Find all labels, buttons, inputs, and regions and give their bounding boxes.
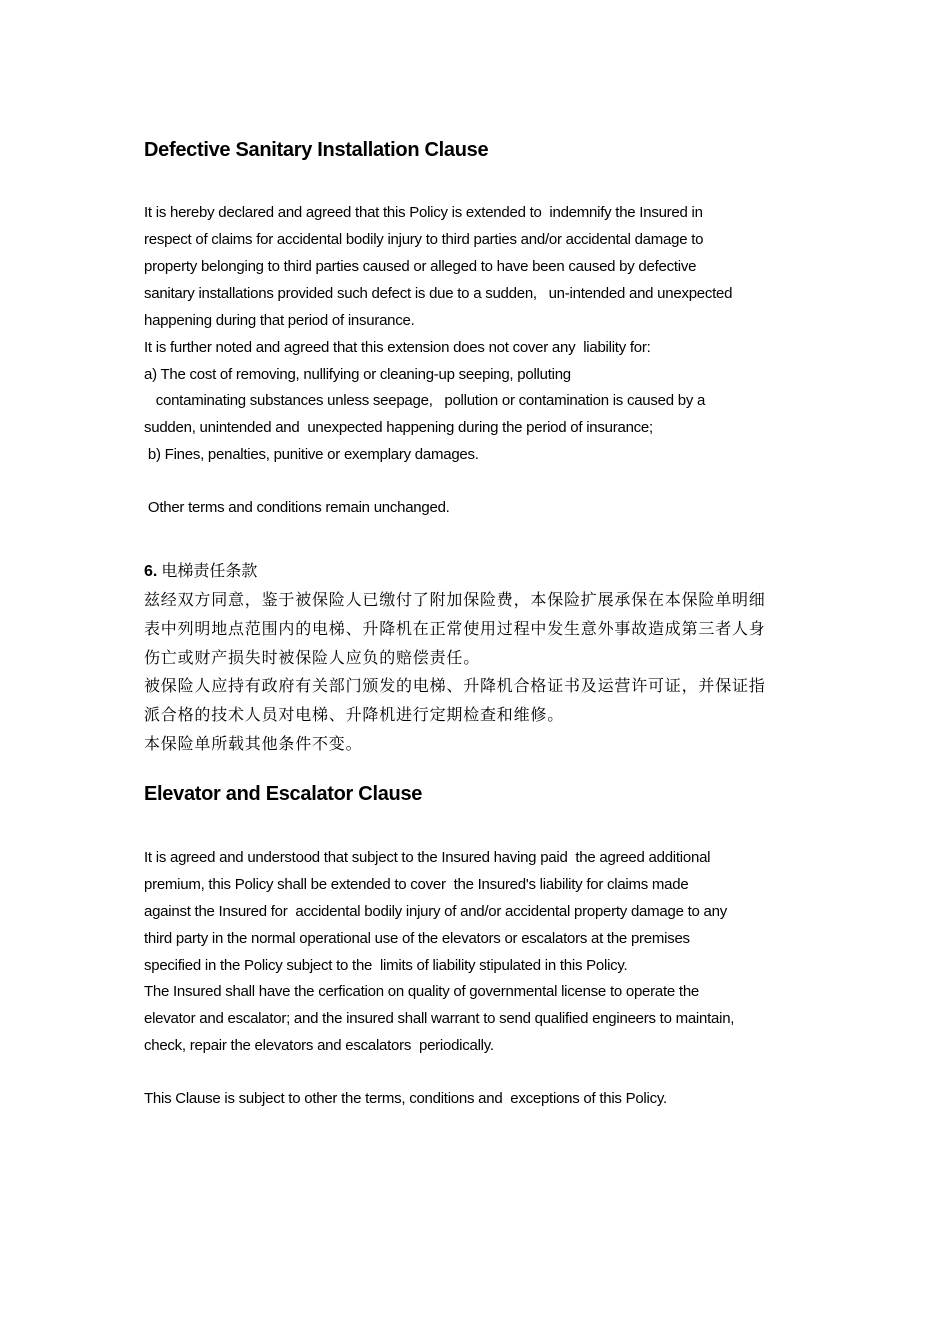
clause-number: 6. xyxy=(144,563,158,580)
paragraph-line: It is further noted and agreed that this extension does not cover any liability for: xyxy=(144,339,651,356)
paragraph-line: property belonging to third parties caused or alleged to have been caused by defective xyxy=(144,258,697,275)
cn-paragraph-line: 伤亡或财产损失时被保险人应负的赔偿责任。 xyxy=(144,648,481,667)
cn-paragraph-line: 本保险单所载其他条件不变。 xyxy=(144,734,363,753)
elevator-escalator-heading: Elevator and Escalator Clause xyxy=(144,783,423,805)
paragraph-line: It is hereby declared and agreed that this Policy is extended to indemnify the Insured in xyxy=(144,204,703,221)
paragraph-line: happening during that period of insurance. xyxy=(144,312,415,329)
clause-title-cn: 电梯责任条款 xyxy=(161,561,258,580)
cn-paragraph-line: 被保险人应持有政府有关部门颁发的电梯、升降机合格证书及运营许可证，并保证指 xyxy=(144,676,766,695)
paragraph-line: third party in the normal operational use of the elevators or escalators at the premises xyxy=(144,930,690,947)
elevator-liability-cn-heading xyxy=(144,561,257,582)
section1-closing: Other terms and conditions remain unchanged. xyxy=(144,499,450,516)
list-item-a-continued: sudden, unintended and unexpected happening during the period of insurance; xyxy=(144,419,653,436)
list-item-a-continued: contaminating substances unless seepage, pollution or contamination is caused by a xyxy=(144,392,706,409)
defective-sanitary-heading: Defective Sanitary Installation Clause xyxy=(144,139,489,161)
list-item-a: a) The cost of removing, nullifying or cleaning-up seeping, polluting xyxy=(144,366,571,383)
paragraph-line: elevator and escalator; and the insured shall warrant to send qualified engineers to maintain, xyxy=(144,1010,735,1027)
paragraph-line: The Insured shall have the cerfication on quality of governmental license to operate the xyxy=(144,983,700,1000)
paragraph-line: It is agreed and understood that subject to the Insured having paid the agreed additional xyxy=(144,849,711,866)
section3-closing: This Clause is subject to other the terms, conditions and exceptions of this Policy. xyxy=(144,1090,667,1107)
cn-paragraph-line: 表中列明地点范围内的电梯、升降机在正常使用过程中发生意外事故造成第三者人身 xyxy=(144,619,766,638)
paragraph-line: respect of claims for accidental bodily injury to third parties and/or accidental damage to xyxy=(144,231,704,248)
paragraph-line: specified in the Policy subject to the limits of liability stipulated in this Policy. xyxy=(144,957,628,974)
paragraph-line: against the Insured for accidental bodily injury of and/or accidental property damage to any xyxy=(144,903,727,920)
cn-paragraph-line: 兹经双方同意，鉴于被保险人已缴付了附加保险费，本保险扩展承保在本保险单明细 xyxy=(144,590,766,609)
paragraph-line: sanitary installations provided such defect is due to a sudden, un-intended and unexpected xyxy=(144,285,733,302)
list-item-b: b) Fines, penalties, punitive or exemplary damages. xyxy=(144,446,479,463)
cn-paragraph-line: 派合格的技术人员对电梯、升降机进行定期检查和维修。 xyxy=(144,705,565,724)
paragraph-line: premium, this Policy shall be extended to cover the Insured's liability for claims made xyxy=(144,876,689,893)
paragraph-line: check, repair the elevators and escalators periodically. xyxy=(144,1037,494,1054)
